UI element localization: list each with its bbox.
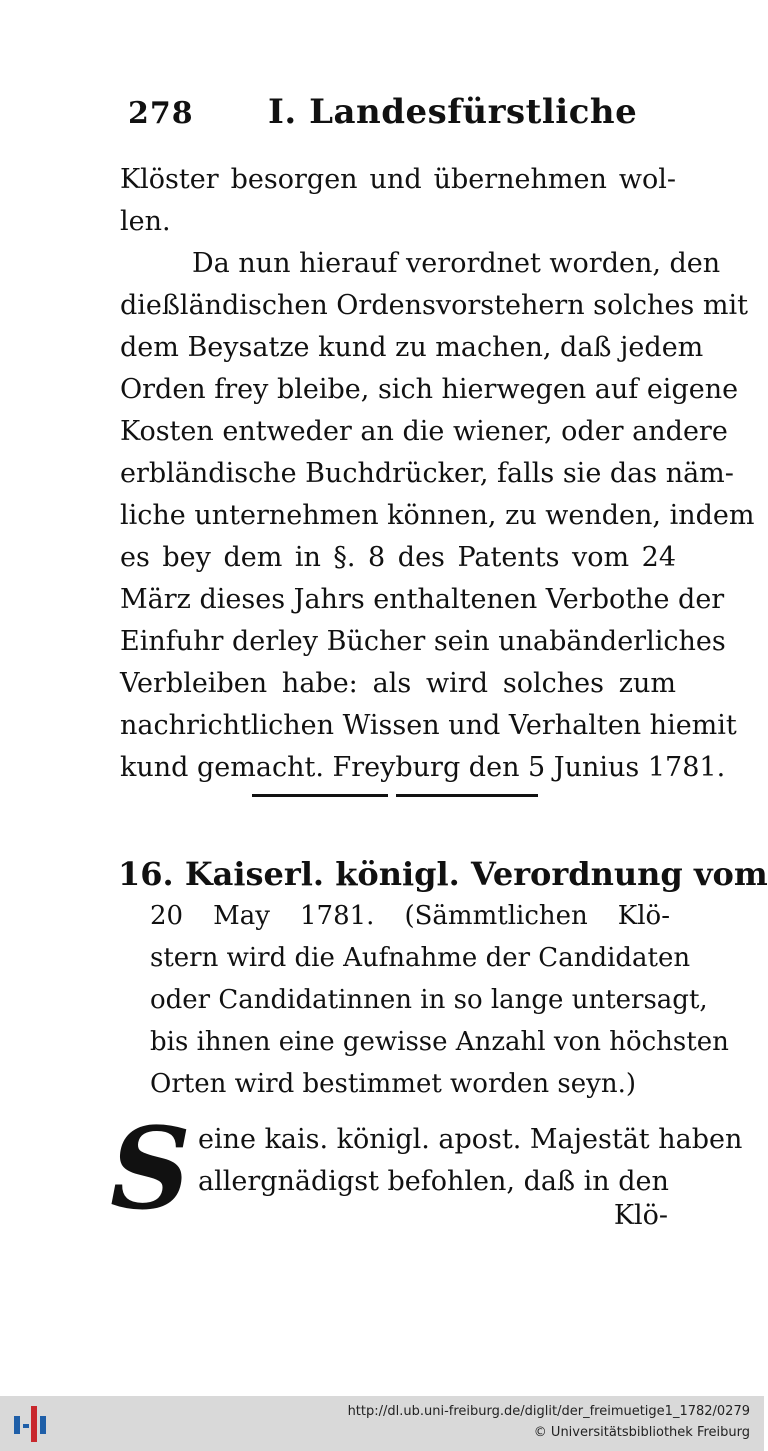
page-number: 278	[128, 96, 194, 131]
text-line: liche unternehmen können, zu wenden, indem	[120, 500, 755, 531]
text-line: es bey dem in §. 8 des Patents vom 24	[120, 542, 676, 573]
text-line: Klöster besorgen und übernehmen wol-	[120, 164, 676, 195]
text-line: März dieses Jahrs enthaltenen Verbothe der	[120, 584, 725, 615]
summary-line: oder Candidatinnen in so lange untersagt,	[150, 985, 708, 1015]
library-logo-icon	[14, 1406, 48, 1442]
catchword: Klö-	[613, 1200, 668, 1231]
text-line: erbländische Buchdrücker, falls sie das näm-	[120, 458, 734, 489]
text-line: dießländischen Ordensvorstehern solches mit	[120, 290, 748, 321]
text-line: Einfuhr derley Bücher sein unabänderliches	[120, 626, 726, 657]
text-line: len.	[120, 206, 171, 237]
text-line: dem Beysatze kund zu machen, daß jedem	[120, 332, 704, 363]
text-line: Verbleiben habe: als wird solches zum	[120, 668, 676, 699]
summary-line: Orten wird bestimmet worden seyn.)	[150, 1069, 636, 1099]
text-line: Orden frey bleibe, sich hierwegen auf eigene	[120, 374, 739, 405]
running-head: I. Landesfürstliche	[268, 92, 638, 132]
text-line: allergnädigst befohlen, daß in den	[198, 1166, 669, 1197]
permalink-url[interactable]: http://dl.ub.uni-freiburg.de/diglit/der_freimuetige1_1782/0279	[347, 1404, 750, 1419]
section-title: 16. Kaiserl. königl. Verordnung vom	[118, 855, 768, 893]
drop-cap: S	[110, 1104, 191, 1235]
text-line: Da nun hierauf verordnet worden, den	[192, 248, 721, 279]
text-line: eine kais. königl. apost. Majestät haben	[198, 1124, 743, 1155]
text-line: Kosten entweder an die wiener, oder andere	[120, 416, 728, 447]
page-header	[122, 92, 682, 140]
text-line: kund gemacht. Freyburg den 5 Junius 1781.	[120, 752, 726, 783]
summary-line: stern wird die Aufnahme der Candidaten	[150, 943, 691, 973]
copyright-notice: © Universitätsbibliothek Freiburg	[533, 1425, 750, 1440]
footer-bar	[0, 1396, 764, 1451]
summary-line: 20 May 1781. (Sämmtlichen Klö-	[150, 901, 670, 931]
text-line: nachrichtlichen Wissen und Verhalten hiemit	[120, 710, 737, 741]
summary-line: bis ihnen eine gewisse Anzahl von höchsten	[150, 1027, 729, 1057]
section-divider	[252, 794, 538, 798]
